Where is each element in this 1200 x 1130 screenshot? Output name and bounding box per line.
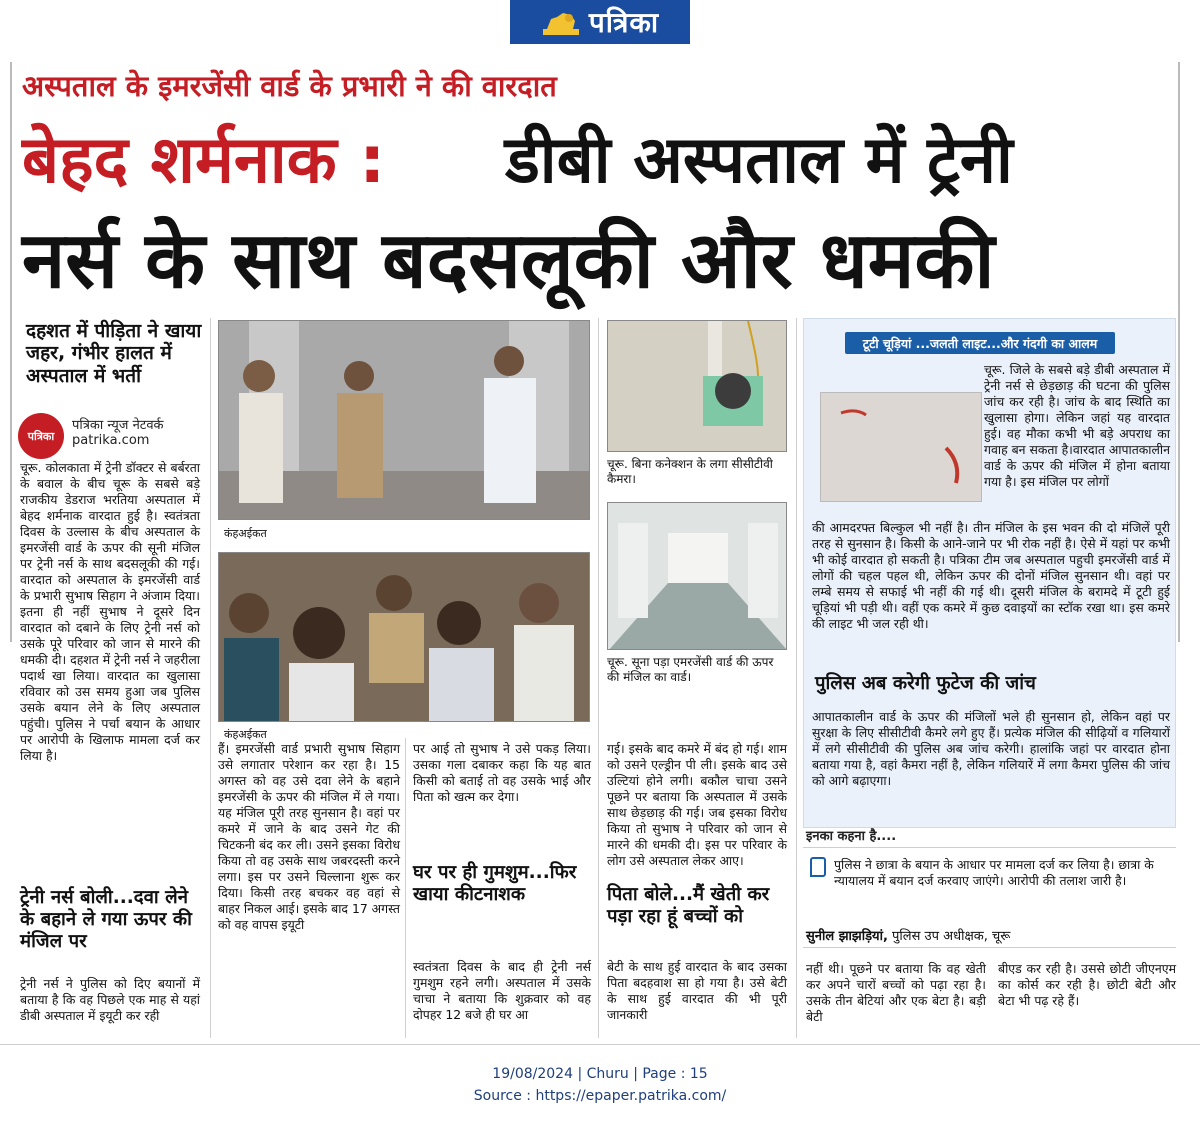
quote-author bbox=[806, 926, 1010, 944]
column-6-body: बीएड कर रही है। उससे छोटी जीएनएम का कोर्स कर रही है। छोटी बेटी और बेटा भी पढ़ रहे हैं। bbox=[998, 961, 1176, 1008]
photo-caption-1: कंहअईकत bbox=[224, 527, 267, 540]
quote-icon bbox=[810, 857, 826, 877]
lion-icon bbox=[541, 7, 581, 37]
camera-caption: चूरू. बिना कनेक्शन के लगा सीसीटीवी कैमरा। bbox=[607, 457, 773, 486]
byline-site: patrika.com bbox=[72, 433, 150, 448]
left-edge-strip bbox=[0, 62, 12, 642]
quote-divider bbox=[803, 847, 1176, 848]
photo-caption-2: कंहअईकत bbox=[224, 728, 267, 741]
column-3-subhead: घर पर ही गुमशुम...फिर खाया कीटनाशक bbox=[413, 862, 577, 905]
box-subhead: पुलिस अब करेगी फुटेज की जांच bbox=[815, 673, 1036, 694]
column-divider bbox=[598, 318, 599, 1038]
box-float-spacer bbox=[812, 362, 984, 502]
byline-name: पत्रिका न्यूज नेटवर्क bbox=[72, 418, 164, 433]
quote-author-title: पुलिस उप अधीक्षक, चूरू bbox=[887, 929, 1011, 944]
photo-empty-ward bbox=[607, 502, 787, 650]
right-edge-strip bbox=[1178, 62, 1200, 642]
column-3-body-2: स्वतंत्रता दिवस के बाद ही ट्रेनी नर्स गुमशुम रहने लगी। अस्पताल में उसके चाचा ने बताया कि शुक्रवार को वह दोपहर 12 बजे ही घर आ bbox=[413, 959, 591, 1022]
footer-edition-line: 19/08/2024 | Churu | Page : 15 bbox=[492, 1066, 708, 1082]
kicker: अस्पताल के इमरजेंसी वार्ड के प्रभारी ने की वारदात bbox=[22, 69, 557, 103]
column-divider bbox=[405, 738, 406, 1038]
byline-logo: पत्रिका bbox=[18, 413, 64, 459]
column-4-body: गई। इसके बाद कमरे में बंद हो गई। शाम को उसने एल्ड्रीन पी ली। इसके बाद उसे उल्टियां होने लगी। बकौल चाचा उसने पूछने पर बताया कि अस्पताल में उसके साथ छेड़छाड़ की गई। जब इसका विरोध किया तो सुभाष ने परिवार को जान से मारने की धमकी दी। इस पर परिवार के लोग उसे अस्पताल लेकर आए। bbox=[607, 741, 787, 868]
box-banner: टूटी चूड़ियां ...जलती लाइट...और गंदगी का आलम bbox=[845, 332, 1115, 354]
column-1-body-2: ट्रेनी नर्स ने पुलिस को दिए बयानों में बताया है कि वह पिछले एक माह से यहां डीबी अस्पताल में इयूटी कर रही bbox=[20, 976, 200, 1023]
box-lead-text: चूरू. जिले के सबसे बड़े डीबी अस्पताल में ट्रेनी नर्स से छेड़छाड़ की घटना की पुलिस जांच कर रही है। जांच के बाद स्थिति का खुलासा होगा। लेकिन जहां यह वारदात हुई। वह मौका कभी भी बड़े अपराध का गवाह बन सकता है।वारदात आपातकालीन वार्ड के ऊपर की मंजिल में होना बताया गया है। इस मंजिल पर लोगों bbox=[984, 362, 1171, 489]
side-headline: दहशत में पीड़िता ने खाया जहर, गंभीर हालत में अस्पताल में भर्ती bbox=[26, 320, 202, 387]
quotes-label: इनका कहना है.... bbox=[806, 829, 897, 844]
headline-red: बेहद शर्मनाक : bbox=[22, 123, 386, 198]
box-body: की आमदरफ्त बिल्कुल भी नहीं है। तीन मंजिल के इस भवन की दो मंजिलें पूरी तरह से सुनसान है। किसी के आने-जाने पर भी रोक नहीं है। ऐसे में यहां पर कभी भी कोई वारदात हो सकती है। पत्रिका टीम जब अस्पताल पहुची इमरजेंसी वार्ड में लोगों की चहल पहल थी, लेकिन ऊपर की दोनों मंजिल सुनसान थी। वहां पर लम्बे समय से सफाई भी नहीं की गई थी। दूसरी मंजिल के बरामदे में टूटी हुई चूड़ियां भी पड़ी थी। वहीं एक कमरे में कुछ दवाइयों का स्टॉक रखा था। इस कमरे की लाइट भी जल रही थी। bbox=[812, 520, 1170, 631]
photo-cctv-camera bbox=[607, 320, 787, 452]
masthead-title: पत्रिका bbox=[588, 6, 660, 39]
column-4-subhead: पिता बोले...मैं खेती कर पड़ा रहा हूं बच्चों को bbox=[607, 884, 770, 927]
box-body-2: आपातकालीन वार्ड के ऊपर की मंजिलों भले ही सुनसान हो, लेकिन वहां पर सुरक्षा के लिए सीसीटीवी कैमरे लगे हुए हैं। प्रत्येक मंजिल की सीढ़ियों व गलियारों में लगे सीसीटीवी की पुलिस अब जांच करेगी। हालांकि जहां पर वारदात होना बताया गया है, वहां कैमरा नहीं है, लेकिन गलियारें में लगा कैमरा पुलिस की जांच को आगे बढ़ाएगा। bbox=[812, 709, 1170, 788]
photo-officials bbox=[218, 320, 590, 520]
quote-divider bbox=[803, 947, 1176, 948]
footer-source-link[interactable]: Source : https://epaper.patrika.com/ bbox=[473, 1088, 727, 1104]
column-4-body-2: बेटी के साथ हुई वारदात के बाद उसका पिता बदहवाश सा हो गया है। उसे बेटी के साथ हुई वारदात की भी पूरी जानकारी bbox=[607, 959, 787, 1022]
ward-caption: चूरू. सूना पड़ा एमरजेंसी वार्ड की ऊपर की मंजिल का वार्ड। bbox=[607, 655, 774, 684]
masthead bbox=[510, 0, 690, 44]
quote-text: पुलिस ने छात्रा के बयान के आधार पर मामला दर्ज कर लिया है। छात्रा के न्यायालय में बयान दर्ज करवाए जाएंगे। आरोपी की तलाश जारी है। bbox=[834, 857, 1154, 888]
column-3-body: पर आई तो सुभाष ने उसे पकड़ लिया। उसका गला दबाकर कहा कि यह बात किसी को बताई तो वह उसके भाई और पिता को खत्म कर देगा। bbox=[413, 741, 591, 804]
column-2-body: हैं। इमरजेंसी वार्ड प्रभारी सुभाष सिहाग उसे लगातार परेशान कर रहा है। 15 अगस्त को वह उसे दवा लेने के बहाने इमरजेंसी के ऊपर की मंजिल में ले गया। यह मंजिल पूरी तरह सुनसान है। वहां पर कमरे में जाने के बाद उसने गेट की चिटकनी बंद कर ली। उसने इसका विरोध किया तो वह उसके साथ जबरदस्ती करने लगा। इस पर उसने चिल्लाना शुरू कर दिया। किसी तरह बचकर वह वहां से बाहर निकल आई। इसके बाद 17 अगस्त को वह वापस इयूटी bbox=[218, 741, 400, 932]
box-lead bbox=[812, 362, 1170, 502]
column-divider bbox=[796, 318, 797, 1038]
photo-crowd bbox=[218, 552, 590, 722]
headline-line-2: नर्स के साथ बदसलूकी और धमकी bbox=[22, 216, 995, 306]
column-5-body: नहीं थी। पूछने पर बताया कि वह खेती कर अपने चारों बच्चों को पढ़ा रहा है। उसके तीन बेटियां और एक बेटा है। बड़ी बेटी bbox=[806, 961, 986, 1024]
headline-line-1: डीबी अस्पताल में ट्रेनी bbox=[505, 123, 1013, 198]
column-1-subhead: ट्रेनी नर्स बोली...दवा लेने के बहाने ले गया ऊपर की मंजिल पर bbox=[20, 887, 192, 952]
column-1-body: चूरू. कोलकाता में ट्रेनी डॉक्टर से बर्बरता के बवाल के बीच चूरू के सबसे बड़े राजकीय डेडराज भरतिया अस्पताल में बेहद शर्मनाक वारदात हुई है। स्वतंत्रता दिवस के उल्लास के बीच अस्पताल के इमरजेंसी वार्ड के ऊपर की सूनी मंजिल पर ट्रेनी नर्स के साथ बदसलूकी की गई। वारदात को अस्पताल के इमरजेंसी वार्ड के प्रभारी सुभाष सिहाग ने अंजाम दिया। इतना ही नहीं सुभाष ने दूसरे दिन वारदात को दबाने के लिए ट्रेनी नर्स को उसके पूरे परिवार को जान से मारने की धमकी दी। दहशत में ट्रेनी नर्स ने जहरीला पदार्थ खा लिया। वारदात का खुलासा रविवार को उस समय हुआ जब पुलिस उसके बयान लेने के लिए अस्पताल पहुंची। पुलिस ने पर्चा बयान के आधार पर आरोपी के खिलाफ मामला दर्ज कर लिया है। bbox=[20, 460, 200, 763]
page-bottom-rule bbox=[0, 1044, 1200, 1045]
column-divider bbox=[210, 318, 211, 1038]
quote-author-name: सुनील झाझड़ियां, bbox=[806, 929, 888, 944]
